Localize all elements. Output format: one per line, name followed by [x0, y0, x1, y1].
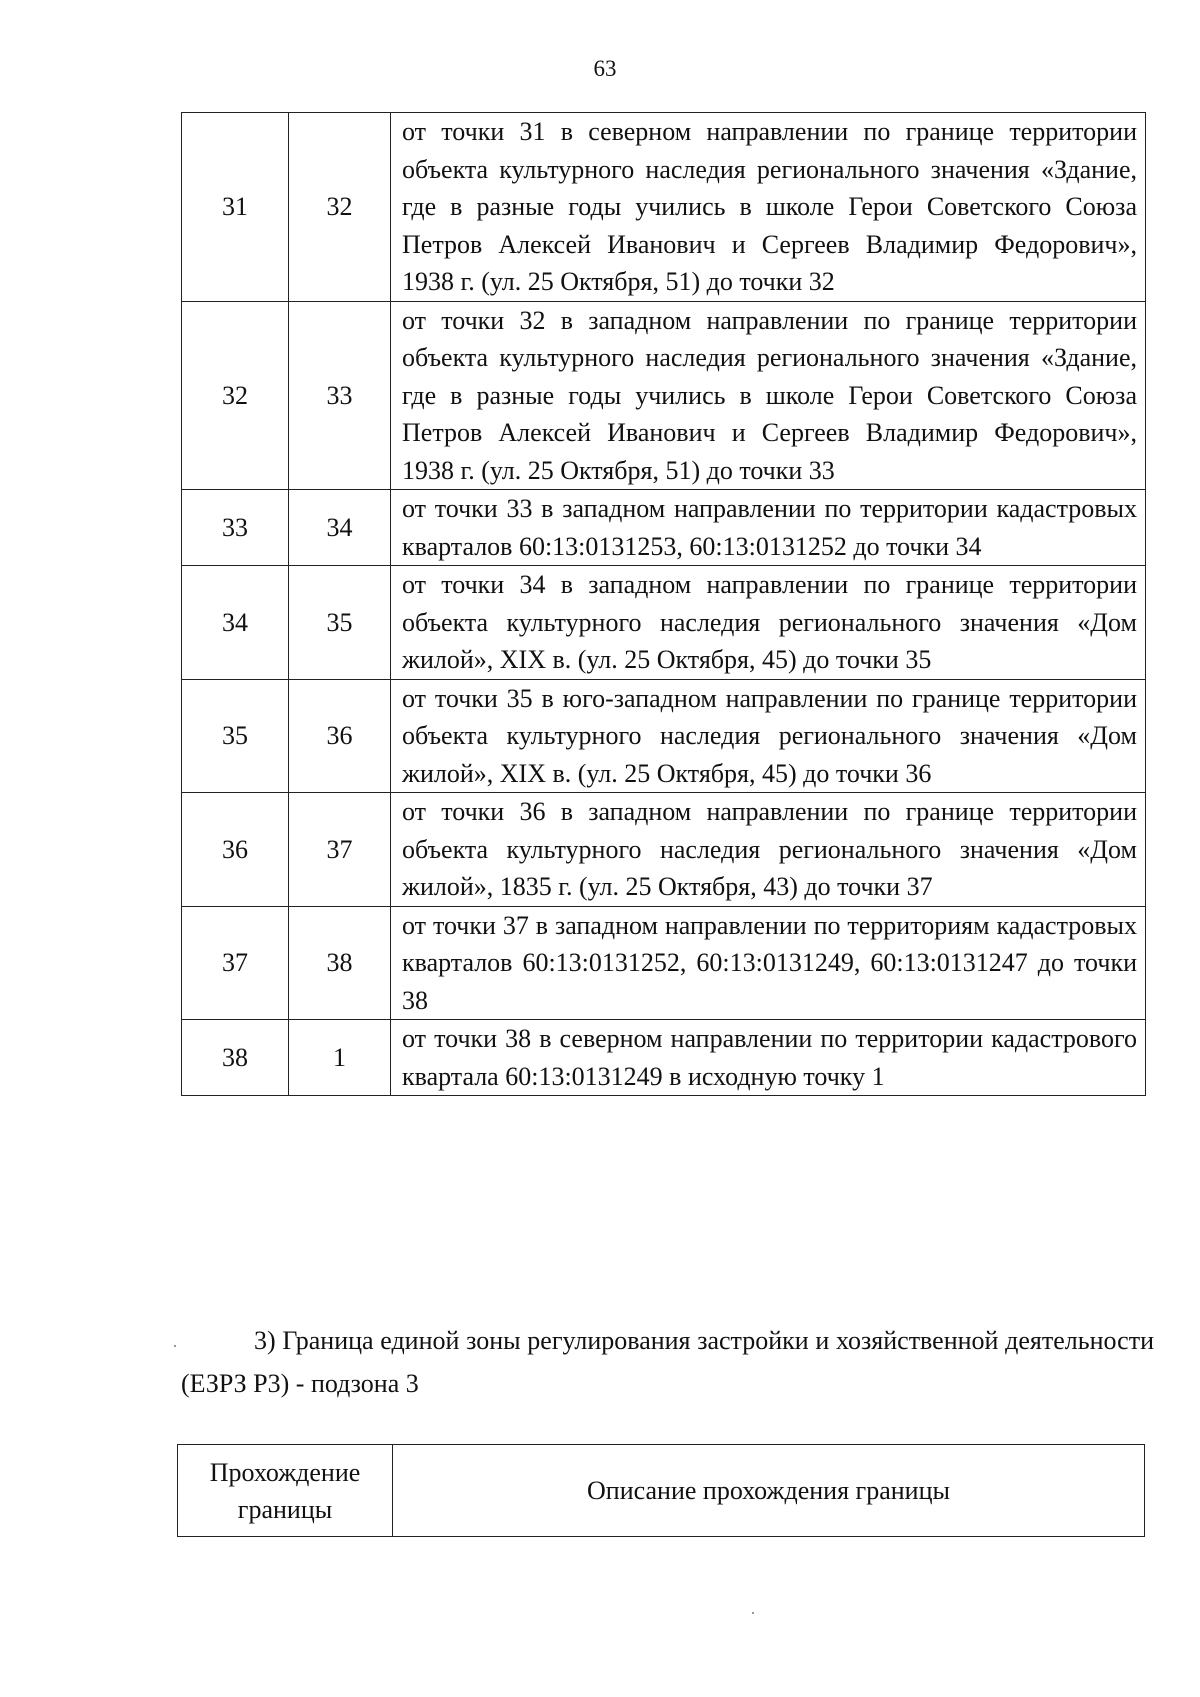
point-to-cell: 37 — [289, 793, 391, 907]
point-from-cell: 35 — [182, 679, 289, 793]
description-cell: от точки 35 в юго-западном направлении по границе территории объекта культурного наследия регионального значения «Дом жилой», XIX в. (ул. 25 Октября, 45) до точки 36 — [391, 679, 1146, 793]
table-row — [182, 679, 1146, 793]
table-row — [182, 793, 1146, 907]
column-header-boundary-passage: Прохождение границы — [178, 1445, 393, 1537]
description-cell: от точки 34 в западном направлении по границе территории объекта культурного наследия регионального значения «Дом жилой», XIX в. (ул. 25 Октября, 45) до точки 35 — [391, 566, 1146, 680]
point-to-cell: 32 — [289, 113, 391, 302]
point-to-cell: 33 — [289, 301, 391, 490]
table-row — [182, 490, 1146, 566]
table-header-row — [178, 1445, 1145, 1537]
point-from-cell: 37 — [182, 906, 289, 1020]
table-row — [182, 566, 1146, 680]
description-cell: от точки 36 в западном направлении по границе территории объекта культурного наследия регионального значения «Дом жилой», 1835 г. (ул. 25 Октября, 43) до точки 37 — [391, 793, 1146, 907]
point-from-cell: 36 — [182, 793, 289, 907]
column-header-boundary-description: Описание прохождения границы — [393, 1445, 1145, 1537]
point-to-cell: 34 — [289, 490, 391, 566]
point-to-cell: 36 — [289, 679, 391, 793]
point-from-cell: 32 — [182, 301, 289, 490]
description-cell: от точки 33 в западном направлении по территории кадастровых кварталов 60:13:0131253, 60:13:0131252 до точки 34 — [391, 490, 1146, 566]
description-cell: от точки 38 в северном направлении по территории кадастрового квартала 60:13:0131249 в исходную точку 1 — [391, 1020, 1146, 1096]
description-cell: от точки 32 в западном направлении по границе территории объекта культурного наследия регионального значения «Здание, где в разные годы учились в школе Герои Советского Союза Петров Алексей Иванович и Сергеев Владимир Федорович», 1938 г. (ул. 25 Октября, 51) до точки 33 — [391, 301, 1146, 490]
scan-speck — [174, 1345, 176, 1347]
description-cell: от точки 31 в северном направлении по границе территории объекта культурного наследия регионального значения «Здание, где в разные годы учились в школе Герои Советского Союза Петров Алексей Иванович и Сергеев Владимир Федорович», 1938 г. (ул. 25 Октября, 51) до точки 32 — [391, 113, 1146, 302]
section-heading: 3) Граница единой зоны регулирования застройки и хозяйственной деятельности (ЕЗРЗ Р3) - подзона 3 — [181, 1326, 1154, 1398]
point-from-cell: 33 — [182, 490, 289, 566]
point-from-cell: 31 — [182, 113, 289, 302]
table-row — [182, 906, 1146, 1020]
table-row — [182, 1020, 1146, 1096]
scan-speck — [752, 1612, 754, 1614]
page-number: 63 — [593, 56, 617, 81]
table-row — [182, 113, 1146, 302]
point-from-cell: 38 — [182, 1020, 289, 1096]
point-to-cell: 38 — [289, 906, 391, 1020]
point-from-cell: 34 — [182, 566, 289, 680]
boundary-table — [181, 112, 1146, 1096]
table-row — [182, 301, 1146, 490]
header-table — [177, 1444, 1145, 1537]
description-cell: от точки 37 в западном направлении по территориям кадастровых кварталов 60:13:0131252, 60:13:0131249, 60:13:0131247 до точки 38 — [391, 906, 1146, 1020]
point-to-cell: 1 — [289, 1020, 391, 1096]
point-to-cell: 35 — [289, 566, 391, 680]
